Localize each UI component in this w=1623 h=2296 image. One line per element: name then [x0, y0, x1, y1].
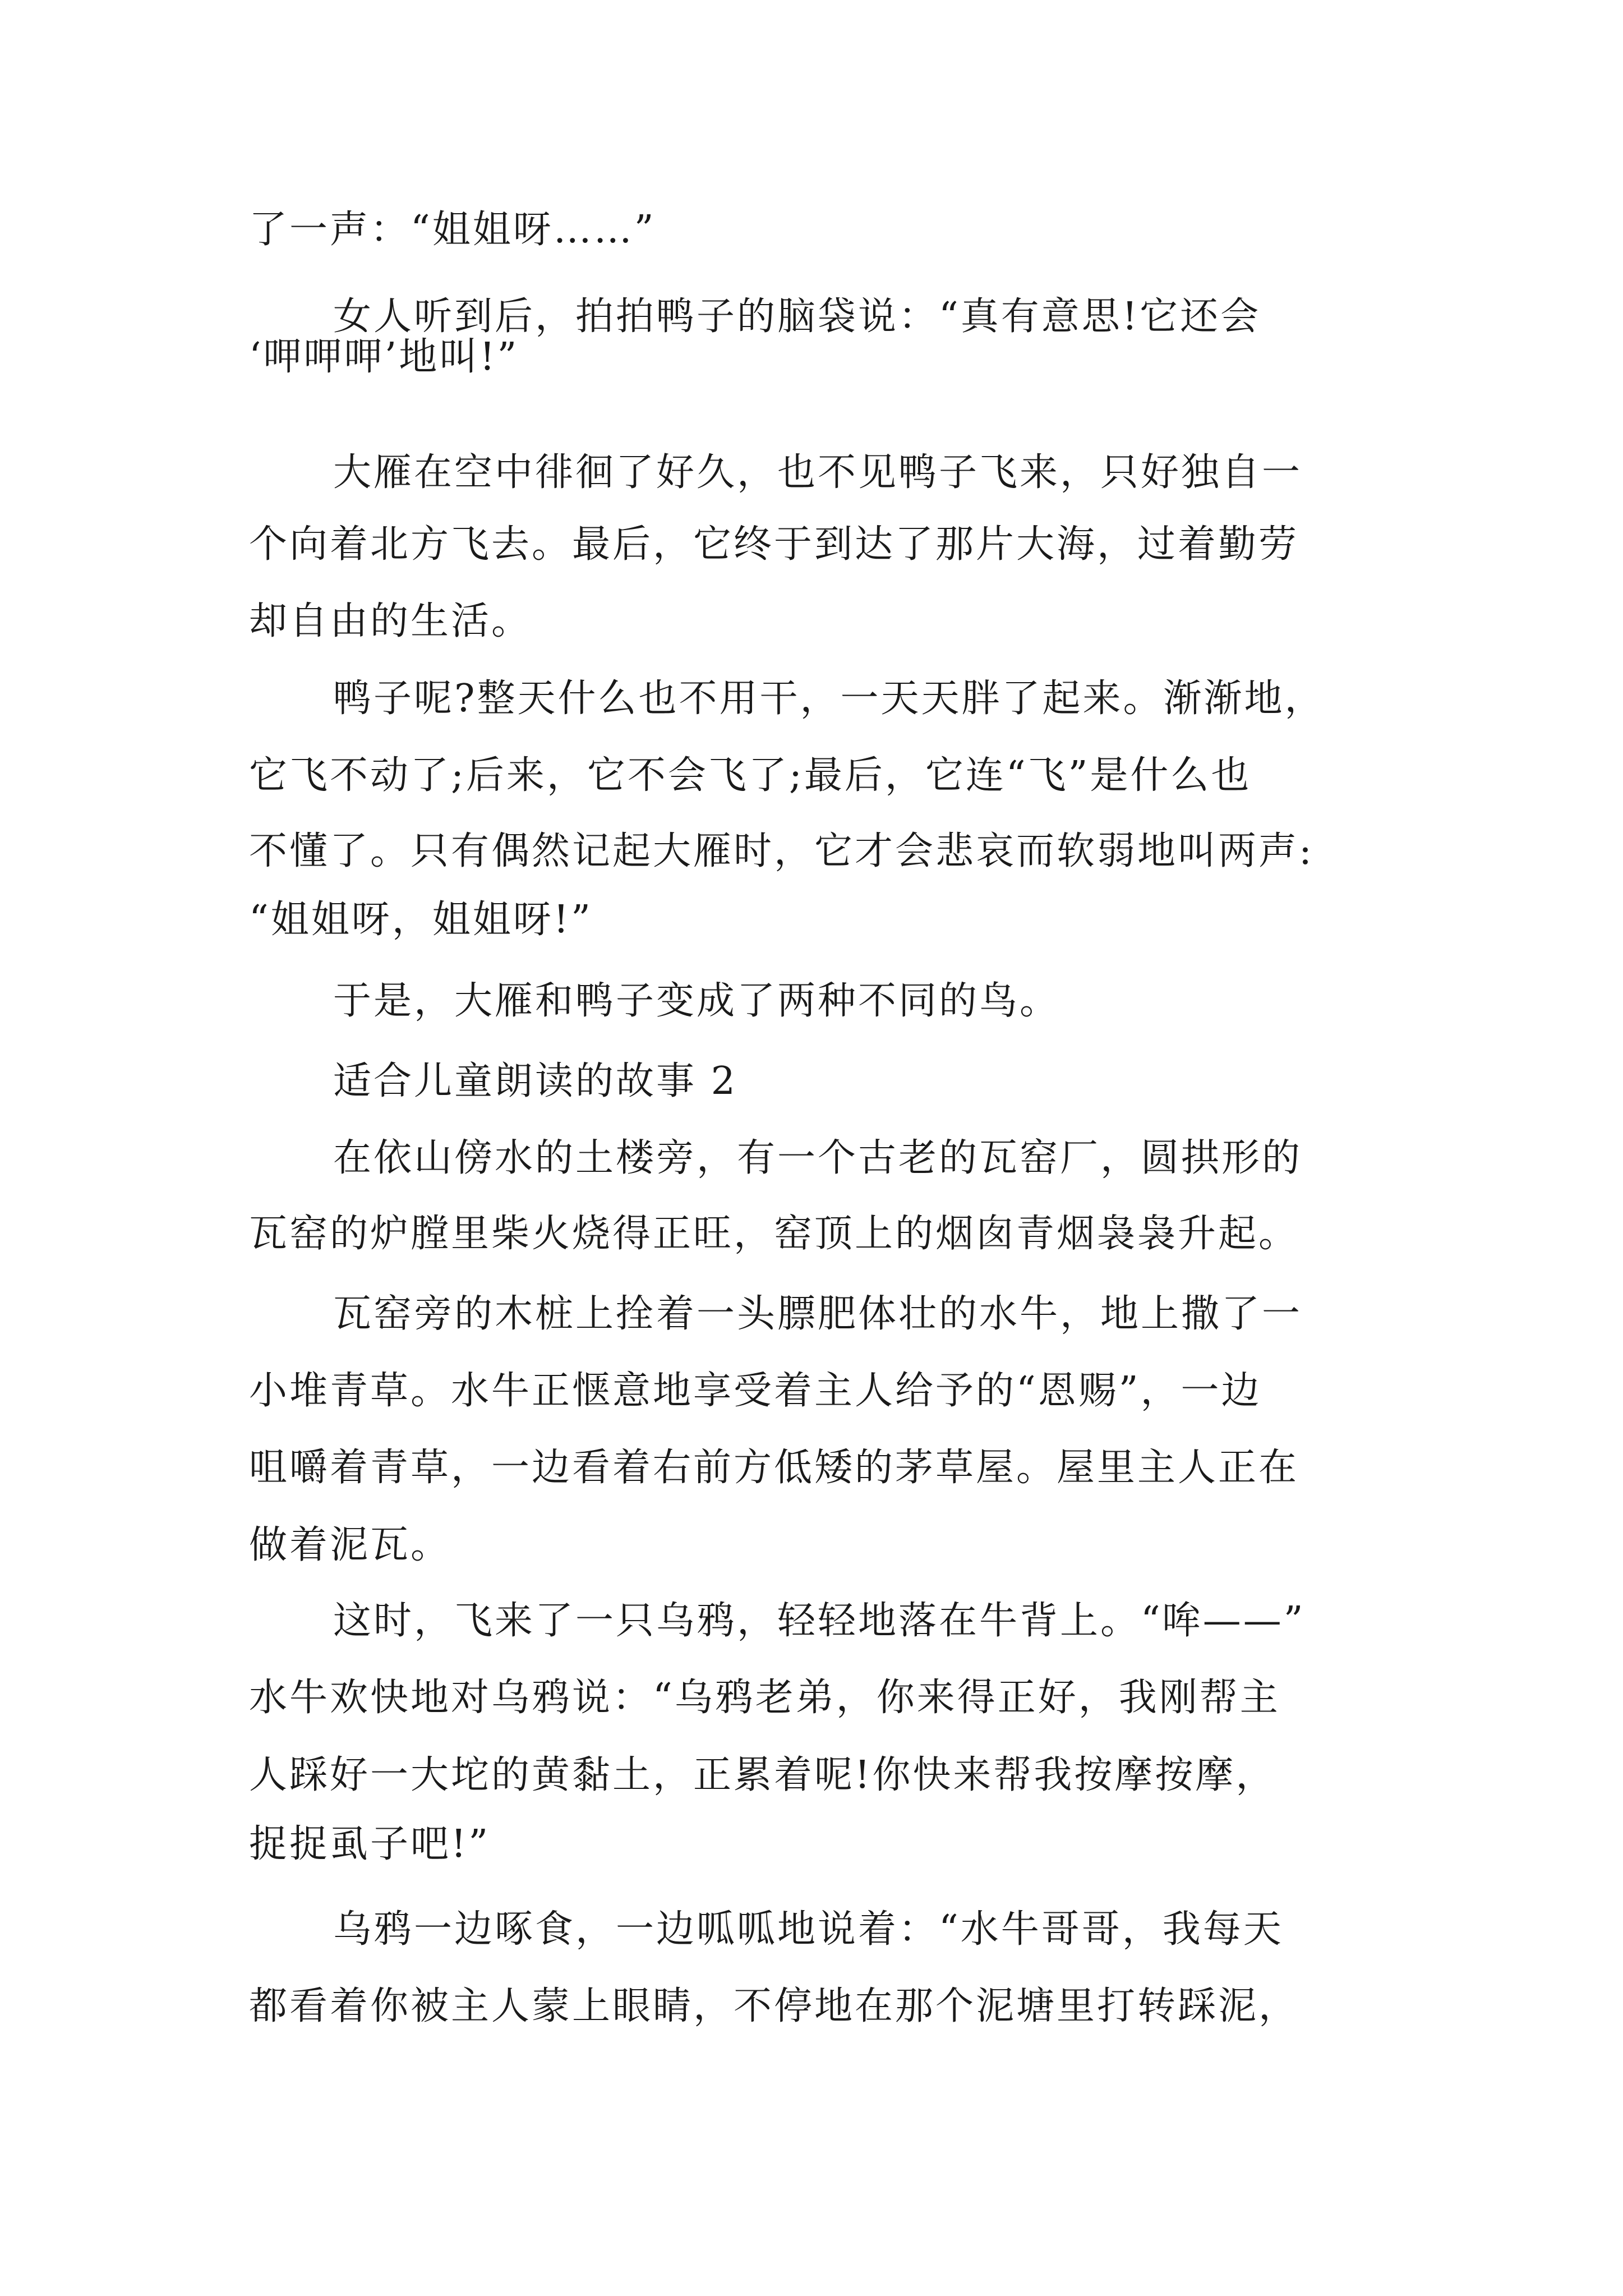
text-line: 小堆青草。水牛正惬意地享受着主人给予的“恩赐”，一边 — [249, 1369, 1262, 1413]
text-line: 了一声：“姐姐呀……” — [249, 208, 656, 252]
text-line: 女人听到后，拍拍鸭子的脑袋说：“真有意思!它还会 — [333, 295, 1261, 339]
text-line: 不懂了。只有偶然记起大雁时，它才会悲哀而软弱地叫两声: — [249, 829, 1314, 873]
text-line: “姐姐呀，姐姐呀!” — [249, 898, 593, 942]
text-line: 大雁在空中徘徊了好久，也不见鸭子飞来，只好独自一 — [333, 450, 1303, 495]
text-line: 咀嚼着青草，一边看着右前方低矮的茅草屋。屋里主人正在 — [249, 1446, 1299, 1490]
text-line: 这时，飞来了一只乌鸦，轻轻地落在牛背上。“哞——” — [333, 1599, 1306, 1643]
text-line: 捉捉虱子吧!” — [249, 1822, 491, 1866]
text-line: 个向着北方飞去。最后，它终于到达了那片大海，过着勤劳 — [249, 522, 1299, 567]
text-line: 瓦窑旁的木桩上拴着一头膘肥体壮的水牛，地上撒了一 — [333, 1292, 1303, 1336]
text-line: 却自由的生活。 — [249, 599, 532, 643]
text-line: ‘呷呷呷’地叫!” — [249, 335, 519, 379]
text-line: 人踩好一大坨的黄黏土，正累着呢!你快来帮我按摩按摩， — [249, 1753, 1276, 1797]
text-line: 水牛欢快地对乌鸦说：“乌鸦老弟，你来得正好，我刚帮主 — [249, 1676, 1280, 1720]
text-line: 于是，大雁和鸭子变成了两种不同的鸟。 — [333, 979, 1061, 1023]
text-line: 在依山傍水的土楼旁，有一个古老的瓦窑厂，圆拱形的 — [333, 1136, 1303, 1180]
text-line: 瓦窑的炉膛里柴火烧得正旺，窑顶上的烟囱青烟袅袅升起。 — [249, 1212, 1299, 1256]
section-heading: 适合儿童朗读的故事 2 — [333, 1059, 737, 1103]
text-line: 做着泥瓦。 — [249, 1523, 451, 1567]
text-line: 都看着你被主人蒙上眼睛，不停地在那个泥塘里打转踩泥， — [249, 1984, 1299, 2028]
text-line: 它飞不动了;后来，它不会飞了;最后，它连“飞”是什么也 — [249, 753, 1252, 798]
text-line: 鸭子呢?整天什么也不用干，一天天胖了起来。渐渐地， — [333, 677, 1325, 721]
text-line: 乌鸦一边啄食，一边呱呱地说着：“水牛哥哥，我每天 — [333, 1907, 1284, 1952]
